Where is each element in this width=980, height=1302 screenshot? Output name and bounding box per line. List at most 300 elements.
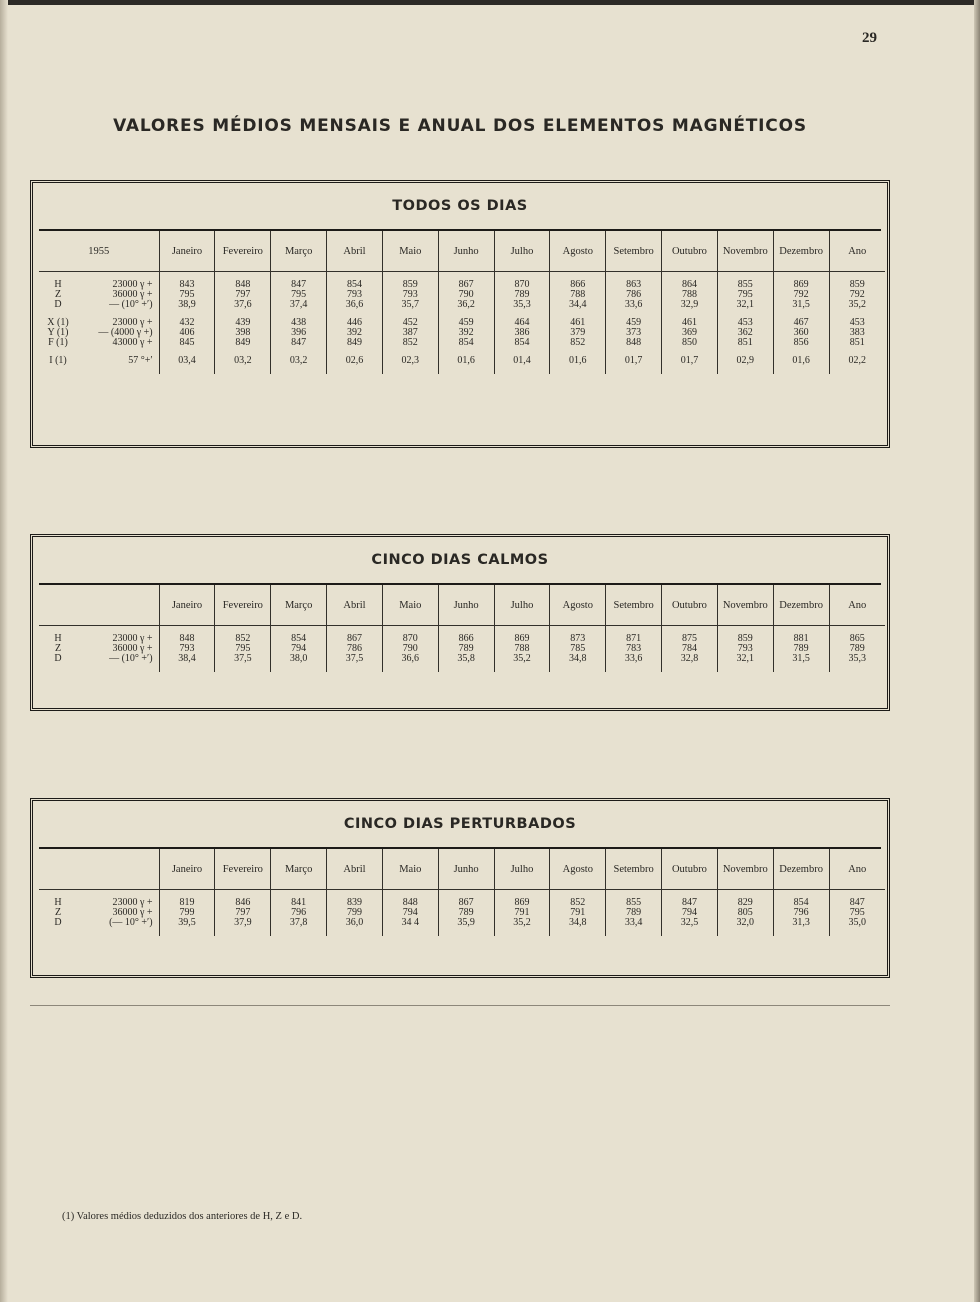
value-cell <box>438 318 494 348</box>
element-symbol: H <box>54 633 62 644</box>
spacer-cell <box>271 664 327 672</box>
value: 38,0 <box>289 653 308 664</box>
month-header: Novembro <box>717 585 773 626</box>
value: 446 <box>346 317 362 328</box>
month-header: Junho <box>438 231 494 272</box>
spacer-cell <box>438 366 494 374</box>
spacer-cell <box>215 366 271 374</box>
value: 795 <box>737 289 753 300</box>
value: 799 <box>346 907 362 918</box>
value-cell <box>829 898 885 928</box>
value: 788 <box>514 643 530 654</box>
value-cell <box>271 634 327 664</box>
table-title: CINCO DIAS PERTURBADOS <box>39 801 881 849</box>
row-label <box>39 654 159 664</box>
value-cell <box>662 898 718 928</box>
page-edge-right <box>974 0 980 1302</box>
value: 796 <box>291 907 307 918</box>
value: 852 <box>570 337 586 348</box>
value-cell <box>829 634 885 664</box>
value: 866 <box>570 279 586 290</box>
value: 32,5 <box>680 917 699 928</box>
spacer-cell <box>773 928 829 936</box>
value-cell <box>327 318 383 348</box>
spacer-cell <box>717 366 773 374</box>
value: 01,6 <box>457 355 475 366</box>
spacer-row <box>39 366 885 374</box>
month-header: Agosto <box>550 849 606 890</box>
month-header: Julho <box>494 849 550 890</box>
row-labels <box>39 280 159 310</box>
value-cell <box>550 634 606 664</box>
month-header: Março <box>271 231 327 272</box>
element-symbol: Z <box>54 907 62 918</box>
value: 37,4 <box>289 299 308 310</box>
table-cinco-dias-calmos <box>30 534 890 711</box>
table-row <box>39 280 885 310</box>
value: 795 <box>291 289 307 300</box>
spacer-cell <box>215 928 271 936</box>
value: 799 <box>179 907 195 918</box>
base-value: — (10° +′) <box>109 653 153 664</box>
value-cell <box>717 356 773 366</box>
value: 796 <box>793 907 809 918</box>
value-cell <box>271 318 327 348</box>
value: 859 <box>402 279 418 290</box>
value: 31,5 <box>792 299 810 310</box>
value: 786 <box>626 289 642 300</box>
table-row <box>39 356 885 366</box>
data-table <box>39 849 885 936</box>
value-cell <box>327 356 383 366</box>
value-cell <box>773 634 829 664</box>
element-symbol: H <box>54 279 62 290</box>
value: 38,9 <box>178 299 196 310</box>
value: 789 <box>514 289 530 300</box>
month-header: Janeiro <box>159 849 215 890</box>
value-cell <box>159 280 215 310</box>
value: 33,4 <box>624 917 643 928</box>
footnote: (1) Valores médios deduzidos dos anteriores de H, Z e D. <box>62 1211 303 1222</box>
value: 360 <box>793 327 809 338</box>
value-cell <box>271 280 327 310</box>
spacer-cell <box>494 928 550 936</box>
value: 01,7 <box>680 355 699 366</box>
month-header: Novembro <box>717 231 773 272</box>
element-symbol: X (1) <box>47 317 69 328</box>
value: 362 <box>737 327 753 338</box>
value: 790 <box>402 643 418 654</box>
base-value: 23000 γ + <box>112 279 153 290</box>
value: 33,6 <box>624 299 643 310</box>
value: 843 <box>179 279 195 290</box>
element-symbol: Y (1) <box>47 327 69 338</box>
value: 859 <box>849 279 865 290</box>
page-edge-left <box>0 0 8 1302</box>
spacer-cell <box>662 366 718 374</box>
page-title: VALORES MÉDIOS MENSAIS E ANUAL DOS ELEMENTOS MAGNÉTICOS <box>113 116 807 136</box>
value-cell <box>438 634 494 664</box>
value: 854 <box>458 337 474 348</box>
row-labels <box>39 318 159 348</box>
value: 452 <box>402 317 418 328</box>
value: 847 <box>291 337 307 348</box>
value: 863 <box>626 279 642 290</box>
spacer-cell <box>39 366 159 374</box>
value: 869 <box>514 897 530 908</box>
value: 783 <box>626 643 642 654</box>
month-header: Março <box>271 849 327 890</box>
value: 805 <box>737 907 753 918</box>
month-header: Julho <box>494 585 550 626</box>
value: 33,6 <box>624 653 643 664</box>
value: 791 <box>514 907 530 918</box>
value-cell <box>215 356 271 366</box>
value: 36,2 <box>457 299 475 310</box>
spacer-cell <box>662 928 718 936</box>
value: 32,8 <box>680 653 699 664</box>
value: 785 <box>570 643 586 654</box>
month-header: Dezembro <box>773 585 829 626</box>
value: 864 <box>681 279 697 290</box>
spacer-cell <box>494 366 550 374</box>
spacer-cell <box>606 664 662 672</box>
value: 791 <box>570 907 586 918</box>
value: 32,9 <box>680 299 699 310</box>
value: 36,0 <box>345 917 364 928</box>
value-cell <box>382 280 438 310</box>
value: 464 <box>514 317 530 328</box>
value: 369 <box>681 327 697 338</box>
value: 846 <box>235 897 251 908</box>
value-cell <box>382 356 438 366</box>
value-cell <box>438 280 494 310</box>
value: 35,3 <box>848 653 866 664</box>
month-header: Janeiro <box>159 231 215 272</box>
month-header: Maio <box>382 585 438 626</box>
value: 849 <box>235 337 251 348</box>
value: 37,5 <box>345 653 364 664</box>
value: 848 <box>235 279 251 290</box>
month-header: Agosto <box>550 231 606 272</box>
element-symbol: I (1) <box>49 355 67 366</box>
value: 819 <box>179 897 195 908</box>
spacer-cell <box>606 366 662 374</box>
base-value: 36000 γ + <box>112 643 153 654</box>
value: 790 <box>458 289 474 300</box>
month-header: Fevereiro <box>215 231 271 272</box>
value: 794 <box>402 907 418 918</box>
value: 34,8 <box>569 653 587 664</box>
value: 01,6 <box>792 355 810 366</box>
value: 789 <box>793 643 809 654</box>
month-header: Agosto <box>550 585 606 626</box>
value-cell <box>829 280 885 310</box>
element-symbol: Z <box>54 643 62 654</box>
value-cell <box>773 356 829 366</box>
value: 786 <box>346 643 362 654</box>
spacer-cell <box>829 366 885 374</box>
spacer-cell <box>159 366 215 374</box>
value: 36,6 <box>401 653 420 664</box>
value-cell <box>662 318 718 348</box>
base-value: 23000 γ + <box>112 897 153 908</box>
spacer-cell <box>327 664 383 672</box>
value: 794 <box>291 643 307 654</box>
month-header: Setembro <box>606 231 662 272</box>
value: 02,2 <box>848 355 866 366</box>
month-header: Abril <box>327 231 383 272</box>
month-header: Ano <box>829 849 885 890</box>
spacer-cell <box>438 928 494 936</box>
value-cell <box>606 280 662 310</box>
month-header: Janeiro <box>159 585 215 626</box>
value: 02,6 <box>345 355 364 366</box>
value: 467 <box>793 317 809 328</box>
month-header: Fevereiro <box>215 585 271 626</box>
base-value: 23000 γ + <box>112 633 153 644</box>
value-cell <box>159 898 215 928</box>
value: 793 <box>402 289 418 300</box>
month-header: Julho <box>494 231 550 272</box>
value: 788 <box>681 289 697 300</box>
value: 794 <box>681 907 697 918</box>
spacer-cell <box>773 366 829 374</box>
month-header: Maio <box>382 231 438 272</box>
value: 789 <box>626 907 642 918</box>
value: 850 <box>681 337 697 348</box>
value-cell <box>494 898 550 928</box>
value: 39,5 <box>178 917 196 928</box>
value-cell <box>550 898 606 928</box>
spacer-cell <box>494 664 550 672</box>
base-value: 43000 γ + <box>112 337 153 348</box>
base-value: 36000 γ + <box>112 907 153 918</box>
value-cell <box>271 356 327 366</box>
value: 866 <box>458 633 474 644</box>
value: 373 <box>626 327 642 338</box>
value: 03,2 <box>289 355 308 366</box>
value-cell <box>606 634 662 664</box>
spacer-cell <box>438 664 494 672</box>
spacer-cell <box>159 664 215 672</box>
data-table <box>39 231 885 374</box>
value: 459 <box>458 317 474 328</box>
table-title: CINCO DIAS CALMOS <box>39 537 881 585</box>
value: 439 <box>235 317 251 328</box>
base-value: (— 10° +′) <box>109 917 153 928</box>
value: 386 <box>514 327 530 338</box>
value-cell <box>494 356 550 366</box>
month-header: Ano <box>829 585 885 626</box>
value: 870 <box>514 279 530 290</box>
spacer-cell <box>829 664 885 672</box>
value-cell <box>215 634 271 664</box>
month-header: Junho <box>438 585 494 626</box>
month-header: Outubro <box>662 585 718 626</box>
value: 01,6 <box>569 355 587 366</box>
month-header: Setembro <box>606 585 662 626</box>
spacer-cell <box>550 664 606 672</box>
row-label <box>39 356 159 366</box>
value: 847 <box>849 897 865 908</box>
table-row <box>39 318 885 348</box>
value-cell <box>550 356 606 366</box>
value-cell <box>382 634 438 664</box>
spacer-cell <box>382 366 438 374</box>
value: 35,7 <box>401 299 420 310</box>
value: 793 <box>346 289 362 300</box>
value: 852 <box>570 897 586 908</box>
divider <box>30 1005 890 1006</box>
value: 795 <box>849 907 865 918</box>
value: 01,4 <box>513 355 531 366</box>
month-header: Outubro <box>662 231 718 272</box>
value: 31,5 <box>792 653 810 664</box>
month-header: Dezembro <box>773 849 829 890</box>
value: 37,5 <box>234 653 252 664</box>
value: 789 <box>458 643 474 654</box>
value-cell <box>829 356 885 366</box>
month-header: Maio <box>382 849 438 890</box>
value: 848 <box>402 897 418 908</box>
table-row <box>39 634 885 664</box>
value-cell <box>773 280 829 310</box>
value: 859 <box>737 633 753 644</box>
value: 387 <box>402 327 418 338</box>
value: 854 <box>346 279 362 290</box>
value: 02,9 <box>736 355 755 366</box>
spacer-cell <box>717 664 773 672</box>
value: 881 <box>793 633 809 644</box>
value: 35,2 <box>513 653 531 664</box>
value: 461 <box>681 317 697 328</box>
value: 31,3 <box>792 917 810 928</box>
value-cell <box>773 898 829 928</box>
value-cell <box>662 280 718 310</box>
value-cell <box>773 318 829 348</box>
value: 35,9 <box>457 917 475 928</box>
value: 461 <box>570 317 586 328</box>
value: 855 <box>626 897 642 908</box>
spacer-cell <box>382 664 438 672</box>
value: 34,4 <box>569 299 587 310</box>
spacer-cell <box>662 664 718 672</box>
value: 32,0 <box>736 917 755 928</box>
value: 865 <box>849 633 865 644</box>
value: 855 <box>737 279 753 290</box>
row-labels <box>39 634 159 664</box>
value: 869 <box>793 279 809 290</box>
data-table <box>39 585 885 672</box>
value: 35,3 <box>513 299 531 310</box>
value: 848 <box>626 337 642 348</box>
value: 852 <box>402 337 418 348</box>
value-cell <box>327 898 383 928</box>
value: 789 <box>849 643 865 654</box>
spacer-cell <box>271 366 327 374</box>
value: 841 <box>291 897 307 908</box>
month-header: Abril <box>327 585 383 626</box>
month-header: Setembro <box>606 849 662 890</box>
value: 392 <box>458 327 474 338</box>
value: 854 <box>793 897 809 908</box>
element-symbol: Z <box>54 289 62 300</box>
value-cell <box>494 634 550 664</box>
value-cell <box>438 356 494 366</box>
value: 851 <box>849 337 865 348</box>
element-symbol: D <box>54 917 62 928</box>
table-todos-os-dias <box>30 180 890 448</box>
value: 829 <box>737 897 753 908</box>
base-value: — (10° +′) <box>109 299 153 310</box>
value-cell <box>550 280 606 310</box>
value: 792 <box>849 289 865 300</box>
value: 396 <box>291 327 307 338</box>
value-cell <box>606 318 662 348</box>
value-cell <box>215 280 271 310</box>
value: 797 <box>235 289 251 300</box>
value: 03,2 <box>234 355 252 366</box>
month-header: Abril <box>327 849 383 890</box>
month-header: Junho <box>438 849 494 890</box>
spacer-cell <box>550 366 606 374</box>
value: 398 <box>235 327 251 338</box>
value: 01,7 <box>624 355 643 366</box>
value: 847 <box>291 279 307 290</box>
value: 453 <box>737 317 753 328</box>
value: 867 <box>458 279 474 290</box>
value: 32,1 <box>736 653 755 664</box>
row-labels <box>39 356 159 366</box>
spacer-cell <box>829 928 885 936</box>
value-cell <box>606 898 662 928</box>
value: 37,9 <box>234 917 252 928</box>
spacer-row <box>39 664 885 672</box>
value: 852 <box>235 633 251 644</box>
value: 02,3 <box>401 355 420 366</box>
value: 432 <box>179 317 195 328</box>
value-cell <box>717 634 773 664</box>
value: 406 <box>179 327 195 338</box>
value: 35,8 <box>457 653 475 664</box>
value: 875 <box>681 633 697 644</box>
value: 788 <box>570 289 586 300</box>
value: 848 <box>179 633 195 644</box>
value: 37,6 <box>234 299 252 310</box>
value: 854 <box>514 337 530 348</box>
month-header: Março <box>271 585 327 626</box>
value: 793 <box>737 643 753 654</box>
value-cell <box>327 634 383 664</box>
value-cell <box>271 898 327 928</box>
value-cell <box>606 356 662 366</box>
spacer-cell <box>215 664 271 672</box>
value: 37,8 <box>289 917 308 928</box>
spacer-cell <box>327 928 383 936</box>
value: 392 <box>346 327 362 338</box>
empty-header <box>39 585 159 626</box>
page-edge-top <box>0 0 980 5</box>
base-value: 36000 γ + <box>112 289 153 300</box>
base-value: 57 °+′ <box>128 355 153 366</box>
value-cell <box>382 318 438 348</box>
month-header: Ano <box>829 231 885 272</box>
row-label <box>39 300 159 310</box>
value: 459 <box>626 317 642 328</box>
spacer-row <box>39 928 885 936</box>
value: 797 <box>235 907 251 918</box>
